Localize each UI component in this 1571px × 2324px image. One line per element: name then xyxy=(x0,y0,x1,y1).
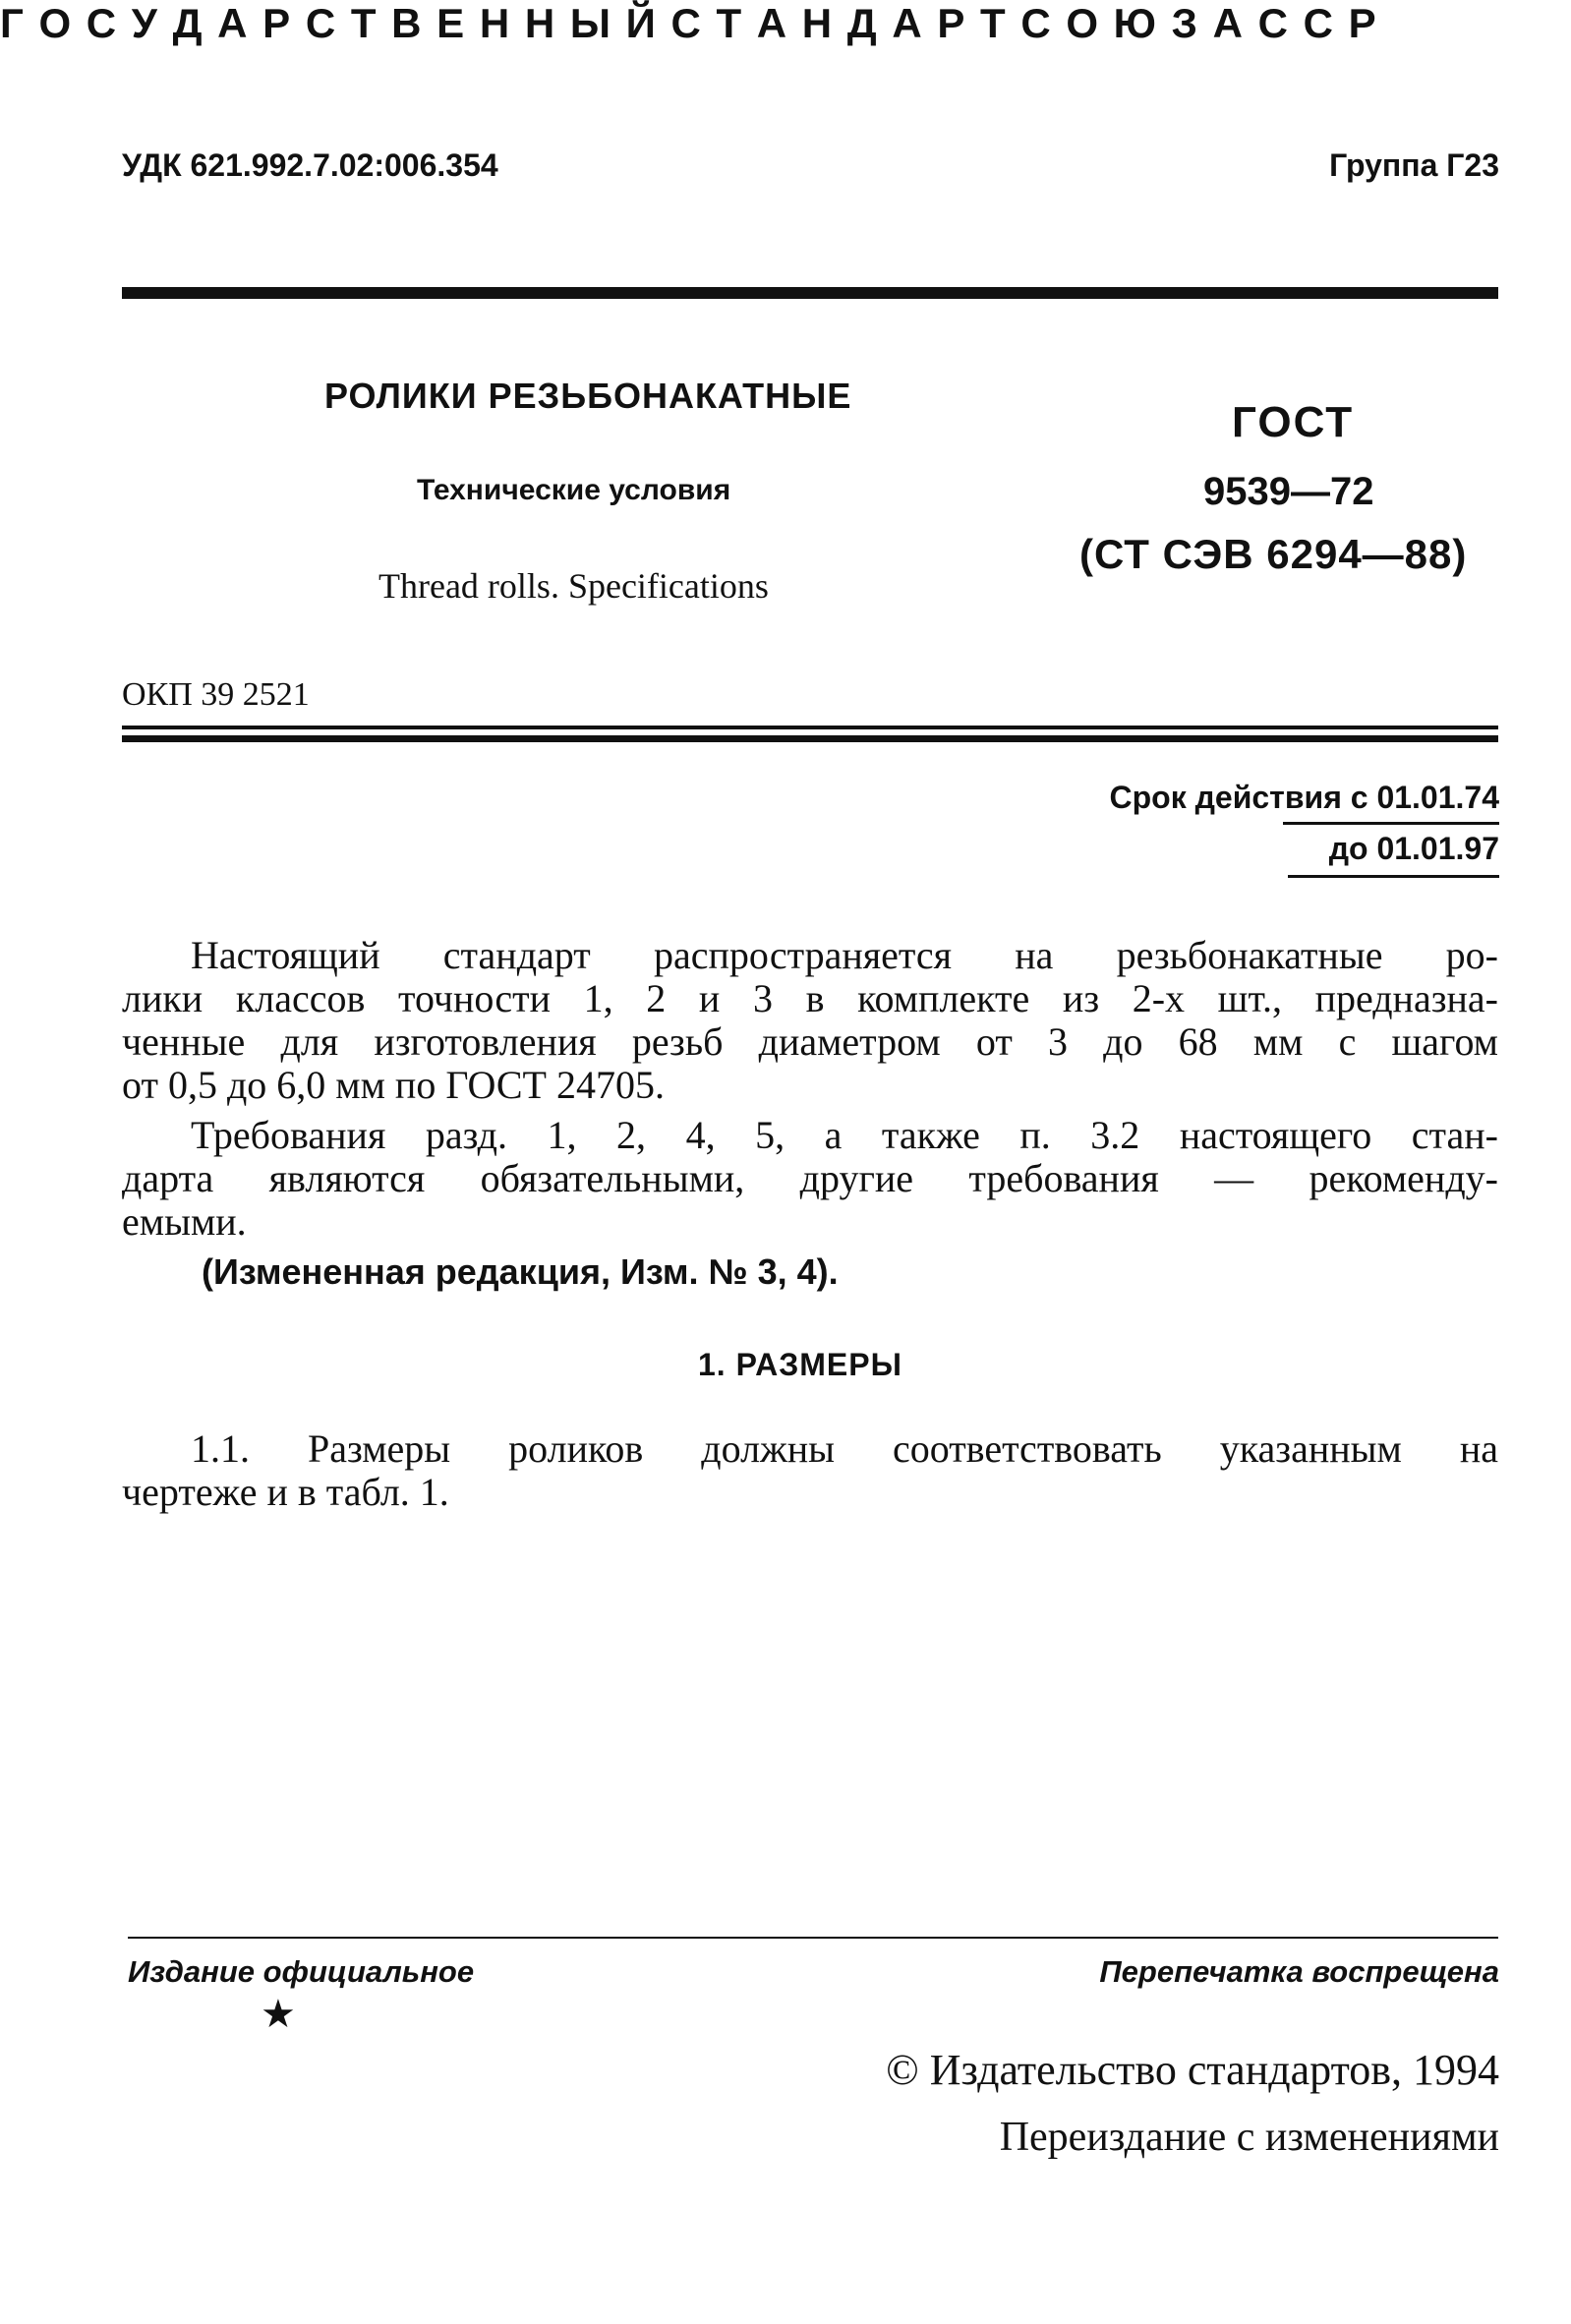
okp-rule-thin xyxy=(122,726,1498,729)
paragraph-scope xyxy=(122,934,1498,1107)
validity-underline-1 xyxy=(1283,822,1499,825)
paragraph-dimensions xyxy=(122,1427,1498,1514)
official-edition-label: Издание официальное xyxy=(128,1954,475,1989)
okp-code: ОКП 39 2521 xyxy=(122,676,310,713)
state-standard-heading: Г О С У Д А Р С Т В Е Н Н Ы Й С Т А Н Д А Р Т С О Ю З А С С Р xyxy=(0,0,1376,46)
gost-label: ГОСТ xyxy=(1232,398,1355,446)
paragraph-line: (Измененная редакция, Изм. № 3, 4). xyxy=(202,1251,839,1292)
section-heading: 1. РАЗМЕРЫ xyxy=(698,1347,902,1382)
udk-code: УДК 621.992.7.02:006.354 xyxy=(122,147,498,183)
sev-reference: (СТ СЭВ 6294—88) xyxy=(1079,531,1468,577)
validity-underline-2 xyxy=(1288,875,1499,878)
paragraph-line: от 0,5 до 6,0 мм по ГОСТ 24705. xyxy=(122,1063,665,1107)
validity-from: Срок действия с 01.01.74 xyxy=(1109,780,1499,815)
paragraph-requirements xyxy=(122,1114,1498,1244)
paragraph-line: дарта являются обязательными, другие требования — рекоменду- xyxy=(122,1156,1498,1200)
paragraph-line: чертеже и в табл. 1. xyxy=(122,1470,449,1514)
document-title: РОЛИКИ РЕЗЬБОНАКАТНЫЕ xyxy=(324,376,852,416)
okp-rule-thick xyxy=(122,735,1498,742)
paragraph-line: лики классов точности 1, 2 и 3 в комплекте из 2-х шт., предназна- xyxy=(122,976,1498,1020)
validity-to: до 01.01.97 xyxy=(1328,831,1499,866)
english-title: Thread rolls. Specifications xyxy=(378,566,769,606)
star-icon: ★ xyxy=(261,1992,296,2036)
amendment-note xyxy=(202,1250,1571,1294)
group-code: Группа Г23 xyxy=(1329,147,1499,183)
reissue-note: Переиздание с изменениями xyxy=(999,2115,1499,2160)
paragraph-line: ченные для изготовления резьб диаметром от 3 до 68 мм с шагом xyxy=(122,1019,1498,1064)
paragraph-line: емыми. xyxy=(122,1199,247,1244)
paragraph-line: Требования разд. 1, 2, 4, 5, а также п. 3.2 настоящего стан- xyxy=(191,1113,1498,1157)
gost-number: 9539—72 xyxy=(1203,470,1374,513)
paragraph-line: 1.1. Размеры роликов должны соответствовать указанным на xyxy=(191,1426,1498,1471)
copyright-notice: © Издательство стандартов, 1994 xyxy=(886,2046,1499,2094)
header-rule xyxy=(122,287,1498,299)
reprint-prohibited-label: Перепечатка воспрещена xyxy=(1099,1954,1499,1989)
footer-rule xyxy=(128,1937,1498,1939)
paragraph-line: Настоящий стандарт распространяется на резьбонакатные ро- xyxy=(191,933,1498,977)
document-subtitle: Технические условия xyxy=(417,474,731,506)
